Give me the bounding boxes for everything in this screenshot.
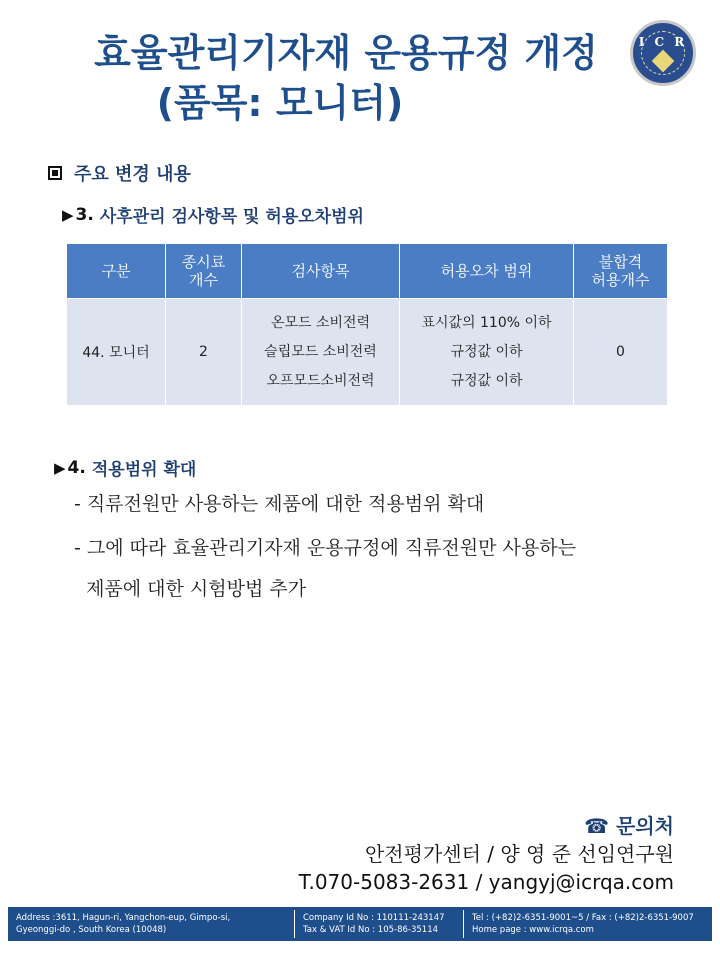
footer-company-ids: Company Id No : 110111-243147 Tax & VAT Id No : 105-86-35114: [303, 913, 445, 935]
subsection-3-title: 사후관리 검사항목 및 허용오차범위: [99, 207, 364, 227]
header-sample-count: 종시료 개수: [166, 244, 242, 299]
triangle-bullet-icon: ▶: [54, 458, 66, 477]
title-line-1: 효율관리기자재 운용규정 개정: [94, 31, 598, 75]
tolerance-off-mode: 규정값 이하: [450, 372, 523, 389]
cell-category: 44. 모니터: [67, 299, 166, 406]
cell-sample-count: 2: [166, 299, 242, 406]
header-fail-allowance: 불합격 허용개수: [574, 244, 668, 299]
header-inspection-items: 검사항목: [242, 244, 400, 299]
subsection-3-number: 3.: [75, 204, 94, 225]
item-off-mode: 오프모드소비전력: [266, 372, 375, 389]
subsection-4-number: 4.: [67, 457, 86, 478]
cell-tolerance: [400, 299, 574, 406]
subsection-3: [62, 202, 364, 227]
tolerance-on-mode: 표시값의 110% 이하: [421, 314, 552, 331]
header-category: 구분: [67, 244, 166, 299]
section-heading: [48, 160, 191, 186]
inspection-table: [66, 243, 668, 406]
header-tolerance: 허용오차 범위: [400, 244, 574, 299]
footer-address: Address :3611, Hagun-ri, Yangchon-eup, Gimpo-si, Gyeonggi-do , South Korea (10048): [16, 913, 231, 935]
title-line-2: (품목: 모니터): [156, 81, 404, 125]
bullet-2: - 그에 따라 효율관리기자재 운용규정에 직류전원만 사용하는: [74, 537, 576, 559]
item-sleep-mode: 슬립모드 소비전력: [264, 343, 377, 360]
item-on-mode: 온모드 소비전력: [270, 314, 371, 331]
footer-bar: [8, 907, 712, 941]
section-heading-text: 주요 변경 내용: [74, 164, 191, 185]
footer-contact: Tel : (+82)2-6351-9001~5 / Fax : (+82)2-6351-9007 Home page : www.icrqa.com: [472, 913, 694, 935]
bullet-2-continuation: 제품에 대한 시험방법 추가: [74, 578, 307, 600]
subsection-4: [54, 455, 196, 480]
contact-label: ☎ 문의처: [584, 814, 674, 838]
table-row: [67, 299, 668, 406]
subsection-4-title: 적용범위 확대: [91, 460, 197, 480]
square-bullet-icon: [48, 166, 62, 180]
contact-person: 안전평가센터 / 양 영 준 선임연구원: [364, 842, 674, 866]
table-header-row: [67, 244, 668, 299]
logo-text: I C R: [638, 35, 688, 49]
tolerance-sleep-mode: 규정값 이하: [450, 343, 523, 360]
cell-fail-allowance: 0: [574, 299, 668, 406]
bullet-1: - 직류전원만 사용하는 제품에 대한 적용범위 확대: [74, 493, 485, 515]
page-title: [0, 28, 720, 128]
cell-inspection-items: [242, 299, 400, 406]
contact-block: [299, 812, 674, 896]
contact-phone-email: T.070-5083-2631 / yangyj@icrqa.com: [298, 870, 674, 894]
icr-logo: [630, 20, 696, 86]
triangle-bullet-icon: ▶: [62, 205, 74, 224]
